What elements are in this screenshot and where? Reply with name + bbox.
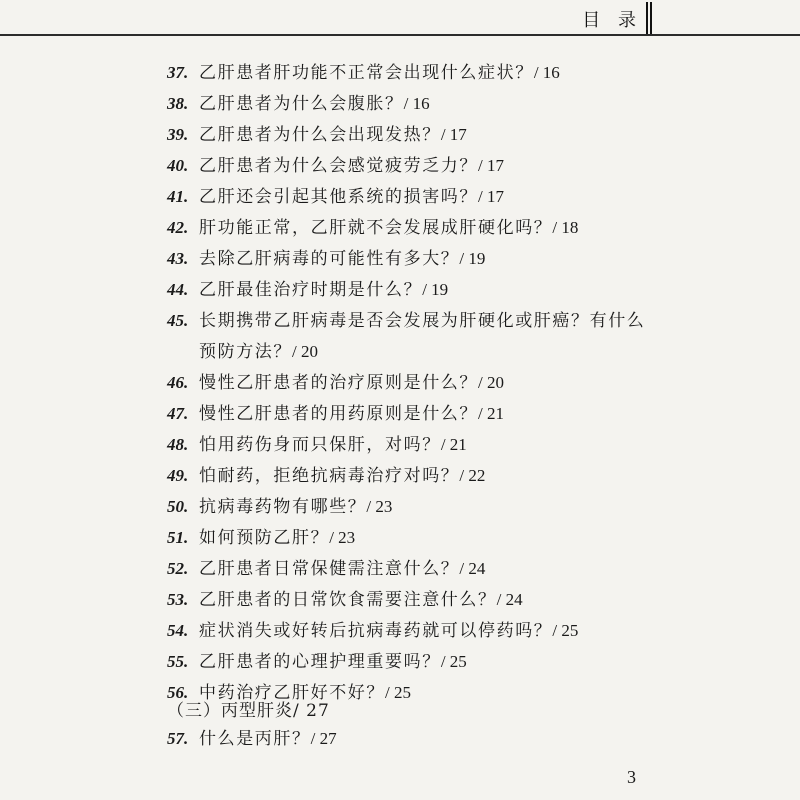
entry-title: 什么是丙肝？ [199,729,311,749]
section-label: （三）丙型肝炎 [167,701,293,721]
entry-page: / 18 [552,218,579,237]
page-number: 3 [627,767,636,787]
entry-title: 抗病毒药物有哪些？ [199,497,367,517]
toc-entry[interactable] [167,558,485,580]
toc-entry[interactable] [167,403,504,425]
toc-entry[interactable] [167,527,355,549]
entry-number: 39. [167,125,189,144]
entry-number: 46. [167,373,189,392]
entry-number: 51. [167,528,189,547]
entry-page: / 17 [478,187,504,206]
toc-entry[interactable] [167,372,504,394]
entry-title: 乙肝患者为什么会感觉疲劳乏力？ [199,156,478,176]
entry-page: / 25 [385,683,411,702]
entry-page: / 16 [533,63,560,82]
entry-number: 49. [167,466,189,485]
entry-title: 怕用药伤身而只保肝，对吗？ [199,435,441,455]
entry-page: / 24 [496,590,523,609]
entry-page: / 25 [552,621,579,640]
toc-entry[interactable] [167,217,578,239]
entry-title: 慢性乙肝患者的用药原则是什么？ [199,404,478,424]
entry-page: / 27 [310,729,337,748]
entry-title: 怕耐药，拒绝抗病毒治疗对吗？ [199,466,460,486]
entry-number: 42. [167,218,189,237]
entry-title: 乙肝最佳治疗时期是什么？ [199,280,423,300]
entry-page: / 20 [478,373,504,392]
entry-number: 50. [167,497,189,516]
entry-page: / 25 [440,652,467,671]
header-rule [0,34,800,36]
entry-title: 去除乙肝病毒的可能性有多大？ [199,249,460,269]
entry-page: / 24 [459,559,486,578]
toc-entry[interactable] [167,434,467,456]
entry-number: 37. [167,63,189,82]
toc-entry[interactable] [167,62,560,84]
entry-title: 乙肝患者为什么会腹胀？ [199,94,404,114]
entry-page: / 23 [366,497,393,516]
entry-number: 57. [167,729,189,748]
section-page: / 27 [293,701,330,721]
toc-entry[interactable] [167,651,467,673]
entry-page: / 17 [440,125,467,144]
entry-page: / 22 [459,466,486,485]
entry-number: 47. [167,404,189,423]
entry-number: 44. [167,280,189,299]
entry-title: 中药治疗乙肝好不好？ [199,683,385,703]
entry-continuation [167,341,645,363]
entry-page: / 21 [440,435,467,454]
toc-entry[interactable] [167,279,448,301]
entry-title: 乙肝还会引起其他系统的损害吗？ [199,187,478,207]
entry-title-continued: 预防方法？ [199,342,292,362]
entry-title: 肝功能正常，乙肝就不会发展成肝硬化吗？ [199,218,553,238]
entry-number: 56. [167,683,189,702]
entry-page: / 16 [403,94,430,113]
header-double-bar [646,2,654,34]
entry-title: 乙肝患者的心理护理重要吗？ [199,652,441,672]
toc-entry[interactable] [167,248,485,270]
toc-entry[interactable] [167,620,578,642]
entry-number: 41. [167,187,189,206]
entry-number: 40. [167,156,189,175]
entry-title: 乙肝患者的日常饮食需要注意什么？ [199,590,497,610]
entry-number: 38. [167,94,189,113]
toc-entry[interactable] [167,589,523,611]
toc-entry[interactable] [167,310,645,363]
entry-title: 如何预防乙肝？ [199,528,330,548]
entry-number: 48. [167,435,189,454]
entry-title: 乙肝患者为什么会出现发热？ [199,125,441,145]
entry-title: 乙肝患者肝功能不正常会出现什么症状？ [199,63,534,83]
toc-entry[interactable] [167,728,337,750]
toc-entry[interactable] [167,186,504,208]
toc-entry[interactable] [167,124,467,146]
running-header-title: 目 录 [582,10,642,31]
entry-title: 乙肝患者日常保健需注意什么？ [199,559,460,579]
toc-entry[interactable] [167,93,430,115]
entry-title: 慢性乙肝患者的治疗原则是什么？ [199,373,478,393]
entry-number: 45. [167,311,189,330]
toc-entry[interactable] [167,465,485,487]
entry-page: / 19 [459,249,486,268]
entry-number: 53. [167,590,189,609]
entry-title: 长期携带乙肝病毒是否会发展为肝硬化或肝癌？有什么 [199,311,646,331]
entry-page: / 17 [478,156,504,175]
entry-number: 54. [167,621,189,640]
entry-number: 52. [167,559,189,578]
entry-page: / 20 [292,342,318,361]
entry-page: / 19 [422,280,449,299]
entry-page: / 21 [478,404,504,423]
entry-page: / 23 [329,528,356,547]
toc-entry[interactable] [167,496,392,518]
section-heading[interactable] [167,696,330,721]
toc-entry[interactable] [167,155,504,177]
entry-number: 55. [167,652,189,671]
entry-title: 症状消失或好转后抗病毒药就可以停药吗？ [199,621,553,641]
entry-number: 43. [167,249,189,268]
